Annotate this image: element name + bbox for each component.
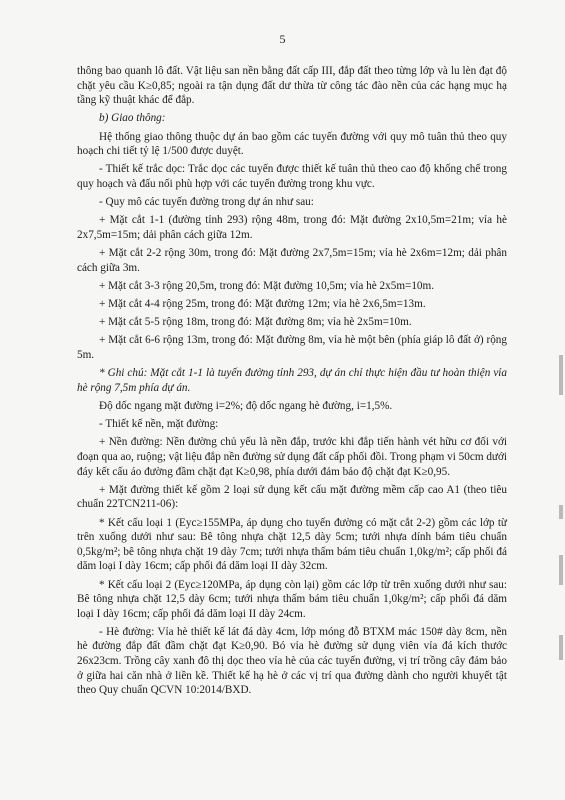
paragraph-subgrade-heading: - Thiết kế nền, mặt đường: bbox=[99, 418, 219, 431]
paragraph-structure-type-1: * Kết cấu loại 1 (Eyc≥155MPa, áp dụng cho tuyến đường có mặt cắt 2-2) gồm các lớp từ trên xuống dưới như sau: Bê tông nhựa chặt 12,5 dày 5cm; tưới nhựa dính bám tiêu chuẩn 0,5kg/m²; bê tông nhựa chặt 19 dày 7cm; tưới nhựa thấm bám tiêu chuẩn 1,0kg/m²; cấp phối đá dăm loại I dày 16cm; cấp phối đá dăm loại II dày 32cm. bbox=[77, 516, 507, 573]
scan-edge-mark bbox=[559, 555, 563, 585]
paragraph-road-scale-intro: - Quy mô các tuyến đường trong dự án như sau: bbox=[99, 196, 314, 209]
document-body bbox=[77, 64, 507, 701]
paragraph-slope: Độ dốc ngang mặt đường i=2%; độ dốc ngang hè đường, i=1,5%. bbox=[99, 400, 393, 412]
paragraph-subgrade: + Nền đường: Nền đường chủ yếu là nền đắp, trước khi đắp tiến hành vét hữu cơ đối với đoạn qua ao, ruộng; vật liệu đắp nền đường sử dụng đất cấp phối đồi. Trong phạm vi 50cm dưới đáy kết cấu áo đường đầm chặt đạt K≥0,98, phía dưới đảm bảo độ chặt đạt K≥0,95. bbox=[77, 436, 507, 478]
paragraph-site-leveling: thông bao quanh lô đất. Vật liệu san nền bằng đất cấp III, đắp đất theo từng lớp và lu lèn đạt độ chặt yêu cầu K≥0,85; ngoài ra tận dụng đất dư thừa từ công tác đào nền của các hạng mục hạ tầng kỹ thuật khác để đắp. bbox=[77, 65, 507, 107]
paragraph-pavement: + Mặt đường thiết kế gồm 2 loại sử dụng kết cấu mặt đường mềm cấp cao A1 (theo tiêu chuẩn 22TCN211-06): bbox=[77, 483, 507, 511]
paragraph-section-3-3: + Mặt cắt 3-3 rộng 20,5m, trong đó: Mặt đường 10,5m; vỉa hè 2x5m=10m. bbox=[99, 279, 435, 292]
section-heading-traffic: b) Giao thông: bbox=[99, 112, 166, 125]
page-number: 5 bbox=[279, 32, 286, 46]
paragraph-section-5-5: + Mặt cắt 5-5 rộng 18m, trong đó: Mặt đường 8m; vỉa hè 2x5m=10m. bbox=[99, 316, 412, 329]
scan-edge-mark bbox=[559, 635, 563, 660]
paragraph-section-1-1: + Mặt cắt 1-1 (đường tỉnh 293) rộng 48m, trong đó: Mặt đường 2x10,5m=21m; vỉa hè 2x7,5m=15m; dải phân cách giữa 12m. bbox=[77, 214, 507, 241]
paragraph-traffic-system: Hệ thống giao thông thuộc dự án bao gồm các tuyến đường với quy mô tuân thủ theo quy hoạch chi tiết tỷ lệ 1/500 được duyệt. bbox=[77, 130, 507, 158]
scan-edge-mark bbox=[559, 355, 563, 395]
paragraph-section-4-4: + Mặt cắt 4-4 rộng 25m, trong đó: Mặt đường 12m; vỉa hè 2x6,5m=13m. bbox=[99, 298, 426, 311]
paragraph-section-6-6: + Mặt cắt 6-6 rộng 13m, trong đó: Mặt đường 8m, vỉa hè một bên (phía giáp lô đất ở) rộng 5m. bbox=[77, 334, 507, 362]
paragraph-profile-design: - Thiết kế trắc dọc: Trắc dọc các tuyến được thiết kế tuân thủ theo cao độ khống chế trong quy hoạch và đấu nối phù hợp với các tuyến đường trong khu vực. bbox=[77, 163, 507, 190]
paragraph-sidewalk: - Hè đường: Vỉa hè thiết kế lát đá dày 4cm, lớp móng đỗ BTXM mác 150# dày 8cm, nền hè đường đắp đất đầm chặt đạt K≥0,90. Bó vỉa hè đường sử dụng viên vỉa đá kích thước 26x23cm. Trồng cây xanh đô thị dọc theo vỉa hè của các tuyến đường, vị trí trồng cây đảm bảo ở giữa hai căn nhà ở liền kề. Thiết kế hạ hè ở các vị trí qua đường dành cho người khuyết tật theo Quy chuẩn QCVN 10:2014/BXD. bbox=[77, 625, 507, 697]
paragraph-structure-type-2: * Kết cấu loại 2 (Eyc≥120MPa, áp dụng còn lại) gồm các lớp từ trên xuống dưới như sau: Bê tông nhựa chặt 12,5 dày 6cm; tưới nhựa thấm bám tiêu chuẩn 1,0kg/m²; cấp phối đá dăm loại I dày 16cm; cấp phối đá dăm loại II dày 24cm. bbox=[77, 578, 507, 620]
scan-edge-mark bbox=[559, 505, 563, 519]
paragraph-section-2-2: + Mặt cắt 2-2 rộng 30m, trong đó: Mặt đường 2x7,5m=15m; vỉa hè 2x6m=12m; dải phân cách giữa 3m. bbox=[77, 247, 507, 274]
paragraph-note: * Ghi chú: Mặt cắt 1-1 là tuyến đường tỉnh 293, dự án chỉ thực hiện đầu tư hoàn thiện vỉa hè rộng 7,5m phía dự án. bbox=[77, 367, 507, 394]
